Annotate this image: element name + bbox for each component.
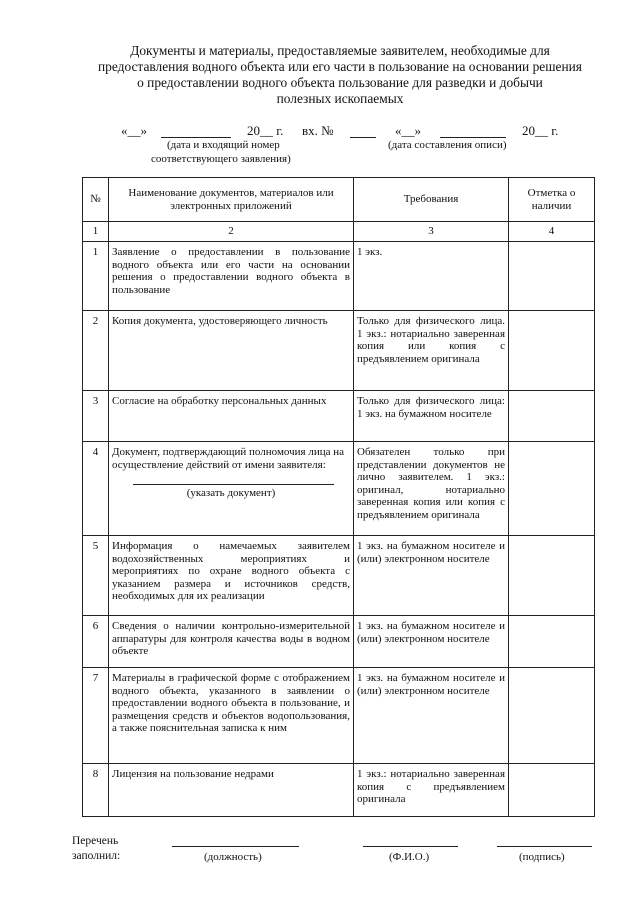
row-requirements: Только для физического лица. 1 экз.: нотариально заверенная копия или копия с предъявлением оригинала (354, 311, 509, 391)
table-row (83, 536, 595, 616)
footer-label-line-1: Перечень (72, 835, 119, 847)
position-caption: (должность) (204, 851, 262, 863)
row-name: Информация о намечаемых заявителем водохозяйственных мероприятиях и мероприятиях по охране водного объекта с указанием размера и источников средств, необходимых для их реализации (109, 536, 354, 616)
row-name: Заявление о предоставлении в пользование водного объекта или его части на основании решения о предоставлении водного объекта в пользование (109, 242, 354, 311)
table-row (83, 442, 595, 536)
col-number-3: 3 (354, 222, 509, 242)
row-name-cell (109, 442, 354, 536)
fio-line[interactable] (363, 846, 458, 847)
table-row (83, 668, 595, 764)
row-requirements: 1 экз. (354, 242, 509, 311)
title-line-1: Документы и материалы, предоставляемые заявителем, необходимые для (130, 43, 550, 58)
column-number-row (83, 222, 595, 242)
caption-application-line-1: (дата и входящий номер (167, 139, 280, 151)
row-requirements: 1 экз. на бумажном носителе и (или) электронном носителе (354, 616, 509, 668)
row-num: 1 (83, 242, 109, 311)
row-name: Документ, подтверждающий полномочия лица на осуществление действий от имени заявителя: (112, 446, 345, 471)
caption-application-line-2: соответствующего заявления) (151, 153, 291, 165)
table-row (83, 242, 595, 311)
header-name: Наименование документов, материалов или электронных приложений (109, 178, 354, 222)
table-header-row (83, 178, 595, 222)
incoming-number-label: вх. № (302, 123, 334, 138)
header-mark: Отметка о наличии (509, 178, 595, 222)
row-name: Сведения о наличии контрольно-измерительной аппаратуры для контроля качества воды в водном объекте (109, 616, 354, 668)
document-fill-line[interactable] (133, 484, 334, 485)
row-requirements: Только для физического лица: 1 экз. на бумажном носителе (354, 391, 509, 442)
row-name: Копия документа, удостоверяющего личность (109, 311, 354, 391)
col-number-4: 4 (509, 222, 595, 242)
row-mark[interactable] (509, 764, 595, 817)
row-name: Согласие на обработку персональных данных (109, 391, 354, 442)
day-field-1: «__» (121, 123, 147, 138)
row-num: 8 (83, 764, 109, 817)
row-requirements: 1 экз. на бумажном носителе и (или) электронном носителе (354, 668, 509, 764)
row-name: Материалы в графической форме с отображением водного объекта, указанного в заявлении о предоставлении водного объекта в пользование, и размещения средств и объектов водопользования, а также пояснительная записка к ним (109, 668, 354, 764)
table-row (83, 391, 595, 442)
table-row (83, 764, 595, 817)
position-line[interactable] (172, 846, 299, 847)
row-mark[interactable] (509, 442, 595, 536)
year-field-1: 20__ г. (247, 123, 284, 138)
row-mark[interactable] (509, 616, 595, 668)
row-mark[interactable] (509, 311, 595, 391)
signature-caption: (подпись) (519, 851, 565, 863)
incoming-number-line (350, 137, 376, 138)
table-row (83, 311, 595, 391)
row-requirements: 1 экз.: нотариально заверенная копия с предъявлением оригинала (354, 764, 509, 817)
row-name: Лицензия на пользование недрами (109, 764, 354, 817)
row-mark[interactable] (509, 668, 595, 764)
footer-label-line-2: заполнил: (72, 850, 121, 862)
year-field-2: 20__ г. (522, 123, 559, 138)
caption-inventory-date: (дата составления описи) (388, 139, 507, 151)
row-requirements: 1 экз. на бумажном носителе и (или) электронном носителе (354, 536, 509, 616)
document-caption: (указать документ) (186, 487, 276, 500)
col-number-2: 2 (109, 222, 354, 242)
title-line-2: предоставления водного объекта или его части в пользование на основании решения (98, 59, 582, 74)
row-mark[interactable] (509, 536, 595, 616)
row-mark[interactable] (509, 242, 595, 311)
row-requirements: Обязателен только при представлении документов не лично заявителем. 1 экз.: оригинал, нотариально заверенная копия или копия с предъявлением оригинала (354, 442, 509, 536)
document-title (0, 43, 640, 107)
fio-caption: (Ф.И.О.) (389, 851, 430, 863)
row-num: 6 (83, 616, 109, 668)
row-num: 7 (83, 668, 109, 764)
row-num: 3 (83, 391, 109, 442)
day-field-2: «__» (395, 123, 421, 138)
row-mark[interactable] (509, 391, 595, 442)
col-number-1: 1 (83, 222, 109, 242)
header-requirements: Требования (354, 178, 509, 222)
documents-table (82, 177, 595, 817)
table-row (83, 616, 595, 668)
signature-line[interactable] (497, 846, 592, 847)
row-num: 2 (83, 311, 109, 391)
row-num: 4 (83, 442, 109, 536)
title-line-3: о предоставлении водного объекта пользование для разведки и добычи (137, 75, 543, 90)
title-line-4: полезных ископаемых (276, 91, 404, 106)
header-num: № (83, 178, 109, 222)
row-num: 5 (83, 536, 109, 616)
